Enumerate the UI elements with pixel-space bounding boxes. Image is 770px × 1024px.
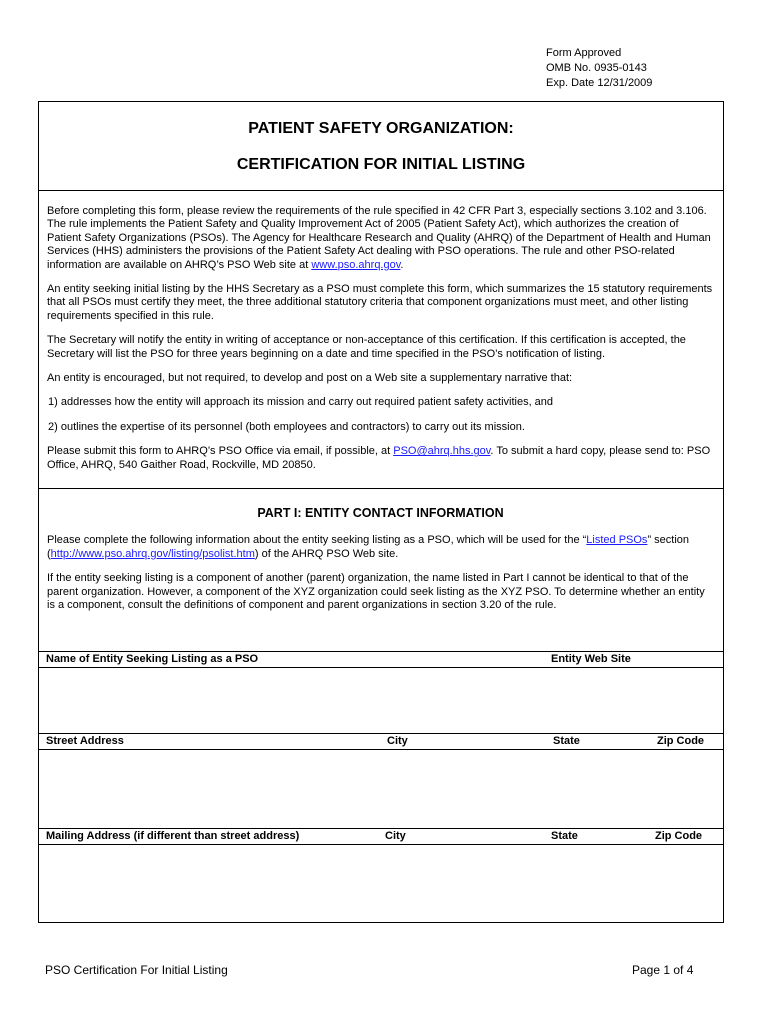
mailing-city-label: City — [385, 830, 406, 842]
entity-name-header-row — [39, 651, 723, 668]
mailing-state-label: State — [551, 830, 578, 842]
pso-website-link[interactable]: www.pso.ahrq.gov — [311, 258, 401, 271]
street-address-header-row — [39, 733, 723, 750]
form-title: PATIENT SAFETY ORGANIZATION: — [248, 120, 514, 137]
intro-paragraph-3: The Secretary will notify the entity in writing of acceptance or non-acceptance of this certification. If this certification is accepted, the Secretary will list the PSO for three years beginning on a date and time specified in the PSO’s notification of listing. — [47, 334, 686, 360]
street-zip-label: Zip Code — [657, 735, 705, 747]
form-frame — [38, 101, 724, 923]
entity-name-label: Name of Entity Seeking Listing as a PSO — [46, 653, 259, 665]
pso-email-link[interactable]: PSO@ahrq.hhs.gov — [393, 445, 491, 458]
part1-section — [39, 489, 723, 612]
psolist-url-link[interactable]: http://www.pso.ahrq.gov/listing/psolist.htm — [50, 547, 255, 560]
mailing-address-header-row — [39, 828, 723, 845]
mailing-address-label: Mailing Address (if different than street address) — [46, 830, 300, 842]
omb-number: OMB No. 0935-0143 — [546, 62, 647, 74]
intro-paragraph-5: Please submit this form to AHRQ’s PSO Office via email, if possible, at PSO@ahrq.hhs.gov. To submit a hard copy, please send to: PSO Office, AHRQ, 540 Gaither Road, Rockville, MD 20850. — [47, 445, 711, 471]
omb-approval-block — [546, 46, 652, 91]
omb-exp-date: Exp. Date 12/31/2009 — [546, 77, 653, 89]
part1-paragraph-1: Please complete the following information about the entity seeking listing as a PSO, which will be used for the “Listed PSOs” section (http://www.pso.ahrq.gov/listing/psolist.htm) of the AHRQ PSO Web site. — [47, 534, 690, 560]
title-box — [39, 102, 723, 191]
street-address-input-area[interactable] — [39, 749, 723, 828]
intro-paragraph-1: Before completing this form, please review the requirements of the rule specified in 42 CFR Part 3, especially sections 3.102 and 3.106. The rule implements the Patient Safety and Quality Improvement Act of 2005 (Patient Safety Act), which authorizes the creation of Patient Safety Organizations (PSOs). The Agency for Healthcare Research and Quality (AHRQ) of the Department of Health and Human Services (HHS) administers the provisions of the Patient Safety Act dealing with PSO operations. The rule and other PSO-related information are available on AHRQ’s PSO Web site at www.pso.ahrq.gov. — [47, 205, 711, 271]
intro-paragraph-4: An entity is encouraged, but not required, to develop and post on a Web site a supplementary narrative that: — [47, 372, 573, 385]
street-state-label: State — [553, 735, 580, 747]
mailing-zip-label: Zip Code — [655, 830, 703, 842]
mailing-address-input-area[interactable] — [39, 844, 723, 922]
form-subtitle: CERTIFICATION FOR INITIAL LISTING — [236, 156, 526, 173]
footer-page-number: Page 1 of 4 — [632, 963, 694, 977]
omb-form-approved: Form Approved — [546, 47, 622, 59]
street-address-label: Street Address — [46, 735, 124, 747]
entity-name-input-area[interactable] — [39, 667, 723, 733]
intro-item-2: 2) outlines the expertise of its personnel (both employees and contractors) to carry out its mission. — [48, 420, 525, 433]
part1-heading: PART I: ENTITY CONTACT INFORMATION — [257, 506, 504, 520]
part1-paragraph-2: If the entity seeking listing is a component of another (parent) organization, the name listed in Part I cannot be identical to that of the parent organization. However, a component of the XYZ organization could seek listing as the XYZ PSO. To determine whether an entity is a component, consult the definitions of component and parent organizations in section 3.20 of the rule. — [47, 572, 705, 612]
intro-section — [39, 191, 723, 489]
intro-item-1: 1) addresses how the entity will approach its mission and carry out required patient safety activities, and — [48, 396, 554, 409]
intro-paragraph-2: An entity seeking initial listing by the HHS Secretary as a PSO must complete this form, which summarizes the 15 statutory requirements that all PSOs must certify they meet, the three additional statutory criteria that component organizations must meet, and other listing requirements specified in this rule. — [47, 283, 713, 322]
listed-psos-link[interactable]: Listed PSOs — [586, 534, 648, 547]
street-city-label: City — [387, 735, 408, 747]
entity-website-label: Entity Web Site — [551, 653, 631, 665]
footer-form-name: PSO Certification For Initial Listing — [45, 963, 228, 977]
